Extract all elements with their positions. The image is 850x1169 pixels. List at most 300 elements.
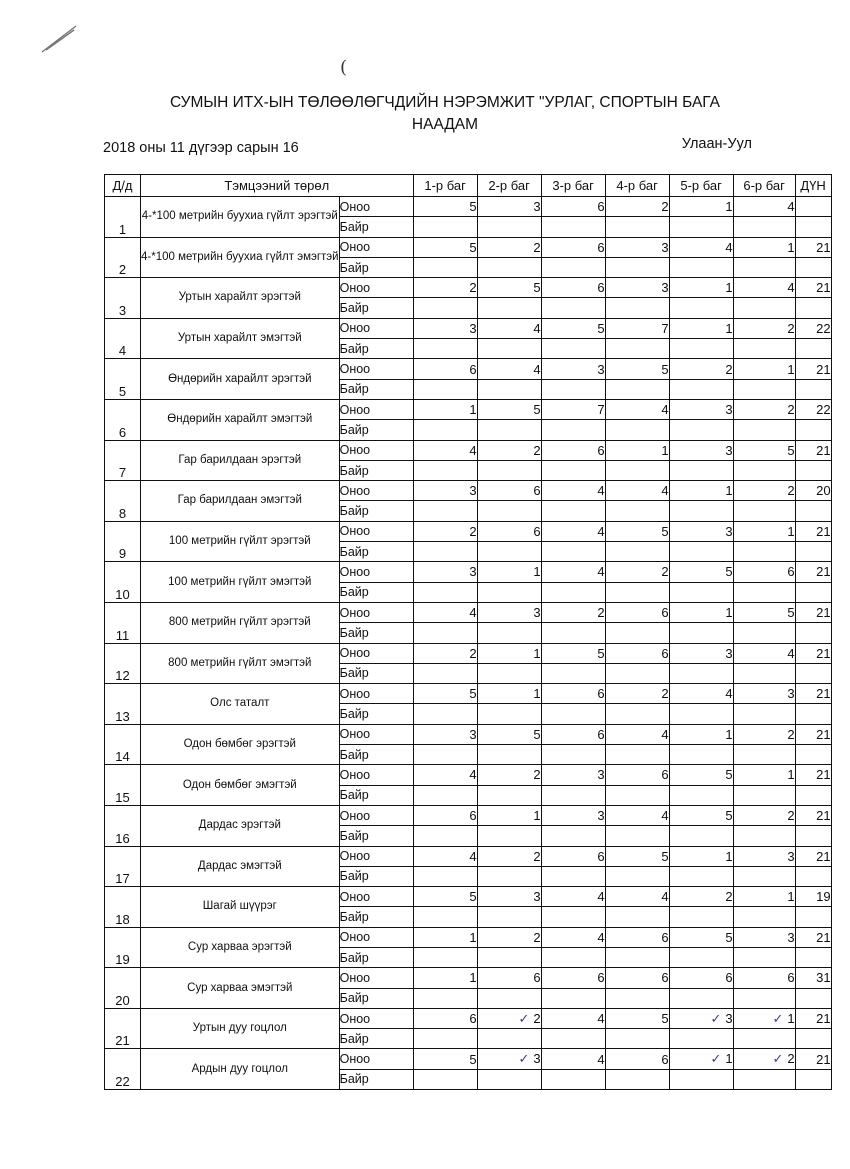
check-mark-icon: ✓: [518, 1052, 530, 1068]
place-cell: [733, 623, 795, 643]
score-value: 3: [787, 848, 795, 864]
score-cell: [413, 521, 477, 541]
row-number: 13: [105, 684, 141, 725]
total-cell: 21: [795, 440, 831, 460]
score-cell: [733, 399, 795, 419]
score-value: 5: [787, 442, 795, 458]
score-value: 3: [469, 320, 477, 336]
place-cell: [413, 745, 477, 765]
score-cell: [733, 521, 795, 541]
place-cell: [733, 582, 795, 602]
score-value: 1: [533, 686, 541, 702]
place-cell: [413, 460, 477, 480]
score-cell: [541, 724, 605, 744]
place-cell: [477, 785, 541, 805]
score-cell: [605, 887, 669, 907]
event-name: Сур харваа эмэгтэй: [141, 968, 340, 1009]
total-cell: 21: [795, 359, 831, 379]
score-value: 6: [597, 280, 605, 296]
place-cell: [795, 866, 831, 886]
score-value: 5: [725, 564, 733, 580]
score-value: 3: [661, 239, 669, 255]
score-cell: [733, 318, 795, 338]
place-cell: [477, 217, 541, 237]
score-value: 2: [787, 320, 795, 336]
score-cell: [541, 197, 605, 217]
place-cell: [541, 866, 605, 886]
place-cell: [733, 501, 795, 521]
score-value: 6: [725, 970, 733, 986]
score-cell: [541, 643, 605, 663]
score-cell: [541, 684, 605, 704]
score-cell: [541, 440, 605, 460]
score-value: 3: [469, 726, 477, 742]
total-cell: 21: [795, 724, 831, 744]
score-cell: [669, 846, 733, 866]
score-cell: [733, 359, 795, 379]
score-cell: [733, 724, 795, 744]
place-cell: [605, 1069, 669, 1089]
place-cell: [733, 907, 795, 927]
score-value: 5: [661, 523, 669, 539]
score-cell: [541, 765, 605, 785]
score-value: 1: [469, 929, 477, 945]
header-index: Д/д: [105, 175, 141, 197]
score-cell: [669, 765, 733, 785]
place-label: Байр: [339, 866, 413, 886]
score-cell: [733, 927, 795, 947]
event-name: Дардас эрэгтэй: [141, 805, 340, 846]
header-team-4: 4-р баг: [605, 175, 669, 197]
score-value: 2: [787, 402, 795, 418]
table-row: [105, 481, 832, 501]
score-label: Оноо: [339, 887, 413, 907]
score-value: 6: [661, 1051, 669, 1067]
place-cell: [413, 785, 477, 805]
score-value: 5: [661, 361, 669, 377]
total-cell: 31: [795, 968, 831, 988]
row-number: 8: [105, 481, 141, 522]
check-mark-icon: ✓: [710, 1052, 722, 1068]
score-value: 6: [661, 605, 669, 621]
score-cell: [605, 846, 669, 866]
score-value: 2: [661, 564, 669, 580]
place-cell: [541, 1029, 605, 1049]
place-cell: [669, 704, 733, 724]
place-label: Байр: [339, 1029, 413, 1049]
place-cell: [795, 826, 831, 846]
event-name: Уртын дуу гоцлол: [141, 1008, 340, 1049]
score-value: 3: [533, 199, 541, 215]
place-cell: [795, 460, 831, 480]
score-value: 4: [597, 483, 605, 499]
score-label: Оноо: [339, 765, 413, 785]
place-label: Байр: [339, 907, 413, 927]
score-value: 2: [661, 686, 669, 702]
place-cell: [413, 339, 477, 359]
score-value: 3: [533, 889, 541, 905]
score-label: Оноо: [339, 440, 413, 460]
score-value: 5: [469, 889, 477, 905]
place-cell: [795, 623, 831, 643]
place-cell: [669, 866, 733, 886]
score-value: 6: [661, 645, 669, 661]
score-cell: [413, 968, 477, 988]
row-number: 1: [105, 197, 141, 238]
score-cell: [733, 197, 795, 217]
place-cell: [669, 542, 733, 562]
score-cell: [413, 887, 477, 907]
score-value: 4: [661, 483, 669, 499]
score-cell: [477, 1008, 541, 1028]
total-cell: 21: [795, 805, 831, 825]
score-value: 4: [469, 605, 477, 621]
score-cell: [669, 805, 733, 825]
place-cell: [669, 379, 733, 399]
header-team-3: 3-р баг: [541, 175, 605, 197]
row-number: 7: [105, 440, 141, 481]
place-cell: [669, 907, 733, 927]
place-cell: [541, 907, 605, 927]
row-number: 19: [105, 927, 141, 968]
row-number: 11: [105, 602, 141, 643]
score-value: 3: [725, 523, 733, 539]
score-value: 2: [533, 767, 541, 783]
place-cell: [477, 298, 541, 318]
event-name: Одон бөмбөг эмэгтэй: [141, 765, 340, 806]
event-name: 100 метрийн гүйлт эмэгтэй: [141, 562, 340, 603]
place-cell: [541, 298, 605, 318]
event-name: 800 метрийн гүйлт эрэгтэй: [141, 602, 340, 643]
score-cell: [669, 359, 733, 379]
score-value: 5: [725, 929, 733, 945]
score-cell: [413, 1049, 477, 1069]
place-cell: [669, 947, 733, 967]
place-cell: [605, 420, 669, 440]
score-cell: [413, 927, 477, 947]
place-label: Байр: [339, 501, 413, 521]
score-cell: [605, 278, 669, 298]
place-cell: [795, 1069, 831, 1089]
score-label: Оноо: [339, 399, 413, 419]
score-cell: [477, 765, 541, 785]
table-header-row: [105, 175, 832, 197]
score-value: 1: [533, 564, 541, 580]
score-value: 2: [725, 361, 733, 377]
document-date: 2018 оны 11 дүгээр сарын 16: [103, 140, 299, 156]
place-cell: [733, 1069, 795, 1089]
place-label: Байр: [339, 217, 413, 237]
score-label: Оноо: [339, 724, 413, 744]
table-row: [105, 278, 832, 298]
place-cell: [669, 460, 733, 480]
score-value: 4: [661, 726, 669, 742]
score-cell: [733, 1008, 795, 1028]
place-cell: [413, 257, 477, 277]
score-cell: [541, 399, 605, 419]
event-name: Гар барилдаан эрэгтэй: [141, 440, 340, 481]
place-cell: [541, 785, 605, 805]
place-cell: [669, 257, 733, 277]
score-cell: [605, 197, 669, 217]
row-number: 14: [105, 724, 141, 765]
score-cell: [541, 846, 605, 866]
score-value: 3: [725, 645, 733, 661]
table-row: [105, 968, 832, 988]
place-cell: [605, 379, 669, 399]
total-cell: 21: [795, 684, 831, 704]
score-value: 1: [661, 442, 669, 458]
score-value: 5: [469, 686, 477, 702]
place-cell: [541, 663, 605, 683]
table-row: [105, 197, 832, 217]
place-cell: [541, 257, 605, 277]
score-value: 5: [661, 1011, 669, 1027]
event-name: 4-*100 метрийн буухиа гүйлт эрэгтэй: [141, 197, 340, 238]
score-value: 1: [533, 645, 541, 661]
score-value: 4: [469, 767, 477, 783]
score-cell: [733, 602, 795, 622]
place-cell: [477, 460, 541, 480]
place-cell: [605, 826, 669, 846]
score-value: 1: [725, 199, 733, 215]
score-label: Оноо: [339, 318, 413, 338]
place-cell: [413, 947, 477, 967]
score-cell: [733, 968, 795, 988]
table-row: [105, 318, 832, 338]
total-cell: 21: [795, 765, 831, 785]
score-value: 2: [787, 808, 795, 824]
score-value: 1: [469, 402, 477, 418]
score-cell: [477, 440, 541, 460]
score-label: Оноо: [339, 1008, 413, 1028]
score-label: Оноо: [339, 684, 413, 704]
score-value: 5: [533, 280, 541, 296]
total-cell: 20: [795, 481, 831, 501]
score-value: 1: [533, 808, 541, 824]
place-cell: [605, 542, 669, 562]
place-cell: [605, 257, 669, 277]
place-cell: [477, 339, 541, 359]
score-cell: [605, 684, 669, 704]
place-cell: [541, 704, 605, 724]
place-cell: [541, 339, 605, 359]
header-total: ДҮН: [795, 175, 831, 197]
total-cell: 22: [795, 399, 831, 419]
row-number: 17: [105, 846, 141, 887]
score-value: 2: [533, 848, 541, 864]
place-cell: [413, 1029, 477, 1049]
score-cell: [669, 684, 733, 704]
score-cell: [605, 805, 669, 825]
score-cell: [541, 562, 605, 582]
place-cell: [733, 257, 795, 277]
score-cell: [669, 399, 733, 419]
score-value: 1: [725, 320, 733, 336]
place-cell: [541, 420, 605, 440]
score-cell: [669, 562, 733, 582]
row-number: 18: [105, 887, 141, 928]
row-number: 2: [105, 237, 141, 278]
score-label: Оноо: [339, 846, 413, 866]
score-cell: [477, 684, 541, 704]
score-cell: [605, 399, 669, 419]
score-value: 3: [661, 280, 669, 296]
table-row: [105, 846, 832, 866]
event-name: Өндөрийн харайлт эрэгтэй: [141, 359, 340, 400]
document-title: [60, 92, 830, 136]
score-value: 4: [533, 320, 541, 336]
place-cell: [541, 217, 605, 237]
score-cell: [669, 1008, 733, 1028]
place-cell: [413, 542, 477, 562]
place-cell: [669, 582, 733, 602]
score-value: 6: [787, 970, 795, 986]
place-cell: [605, 339, 669, 359]
place-cell: [733, 704, 795, 724]
score-cell: [605, 643, 669, 663]
place-label: Байр: [339, 257, 413, 277]
place-cell: [669, 420, 733, 440]
place-cell: [733, 542, 795, 562]
place-cell: [477, 542, 541, 562]
score-value: 3: [533, 1051, 541, 1067]
score-value: 1: [725, 848, 733, 864]
score-cell: [669, 481, 733, 501]
score-cell: [669, 927, 733, 947]
place-cell: [733, 826, 795, 846]
score-value: 2: [787, 483, 795, 499]
score-value: 6: [533, 970, 541, 986]
event-name: Сур харваа эрэгтэй: [141, 927, 340, 968]
score-cell: [733, 684, 795, 704]
place-cell: [477, 257, 541, 277]
event-name: 4-*100 метрийн буухиа гүйлт эмэгтэй: [141, 237, 340, 278]
score-value: 6: [469, 1011, 477, 1027]
place-cell: [795, 542, 831, 562]
place-cell: [541, 379, 605, 399]
score-cell: [413, 805, 477, 825]
place-cell: [733, 866, 795, 886]
score-cell: [477, 197, 541, 217]
score-cell: [413, 278, 477, 298]
place-cell: [669, 826, 733, 846]
score-cell: [477, 1049, 541, 1069]
score-value: 6: [597, 970, 605, 986]
place-cell: [413, 663, 477, 683]
score-value: 5: [787, 605, 795, 621]
score-cell: [541, 359, 605, 379]
score-value: 4: [469, 848, 477, 864]
place-cell: [795, 947, 831, 967]
place-label: Байр: [339, 704, 413, 724]
score-value: 7: [597, 402, 605, 418]
place-cell: [795, 257, 831, 277]
score-cell: [477, 968, 541, 988]
score-cell: [669, 197, 733, 217]
place-cell: [733, 217, 795, 237]
place-cell: [669, 988, 733, 1008]
score-cell: [477, 481, 541, 501]
place-cell: [477, 582, 541, 602]
score-cell: [605, 237, 669, 257]
place-label: Байр: [339, 988, 413, 1008]
total-cell: [795, 197, 831, 217]
place-cell: [605, 907, 669, 927]
place-cell: [605, 501, 669, 521]
score-label: Оноо: [339, 197, 413, 217]
place-cell: [669, 1069, 733, 1089]
score-cell: [669, 643, 733, 663]
row-number: 4: [105, 318, 141, 359]
header-team-2: 2-р баг: [477, 175, 541, 197]
event-name: Олс таталт: [141, 684, 340, 725]
score-value: 6: [597, 848, 605, 864]
place-cell: [413, 704, 477, 724]
place-cell: [541, 501, 605, 521]
score-cell: [477, 318, 541, 338]
score-label: Оноо: [339, 1049, 413, 1069]
place-cell: [541, 460, 605, 480]
place-cell: [669, 785, 733, 805]
event-name: Уртын харайлт эрэгтэй: [141, 278, 340, 319]
header-team-6: 6-р баг: [733, 175, 795, 197]
place-cell: [795, 339, 831, 359]
place-cell: [795, 582, 831, 602]
score-value: 2: [533, 442, 541, 458]
place-label: Байр: [339, 582, 413, 602]
place-cell: [413, 501, 477, 521]
place-cell: [795, 663, 831, 683]
score-value: 4: [597, 1051, 605, 1067]
place-cell: [413, 866, 477, 886]
place-cell: [733, 460, 795, 480]
score-value: 6: [533, 483, 541, 499]
score-cell: [477, 846, 541, 866]
place-label: Байр: [339, 785, 413, 805]
place-cell: [733, 420, 795, 440]
check-mark-icon: ✓: [518, 1011, 530, 1027]
place-cell: [413, 420, 477, 440]
score-value: 3: [597, 767, 605, 783]
score-cell: [669, 440, 733, 460]
score-cell: [669, 1049, 733, 1069]
total-cell: 21: [795, 1008, 831, 1028]
place-cell: [733, 947, 795, 967]
score-value: 5: [725, 808, 733, 824]
score-label: Оноо: [339, 481, 413, 501]
place-cell: [477, 1029, 541, 1049]
place-cell: [413, 1069, 477, 1089]
place-cell: [413, 217, 477, 237]
score-cell: [733, 1049, 795, 1069]
place-cell: [413, 988, 477, 1008]
score-cell: [605, 359, 669, 379]
place-cell: [669, 745, 733, 765]
score-value: 3: [469, 483, 477, 499]
score-label: Оноо: [339, 968, 413, 988]
score-cell: [733, 805, 795, 825]
score-value: 6: [597, 199, 605, 215]
place-cell: [733, 379, 795, 399]
score-value: 7: [661, 320, 669, 336]
score-cell: [413, 562, 477, 582]
place-cell: [605, 460, 669, 480]
score-value: 6: [533, 523, 541, 539]
place-cell: [605, 582, 669, 602]
table-row: [105, 724, 832, 744]
place-label: Байр: [339, 298, 413, 318]
